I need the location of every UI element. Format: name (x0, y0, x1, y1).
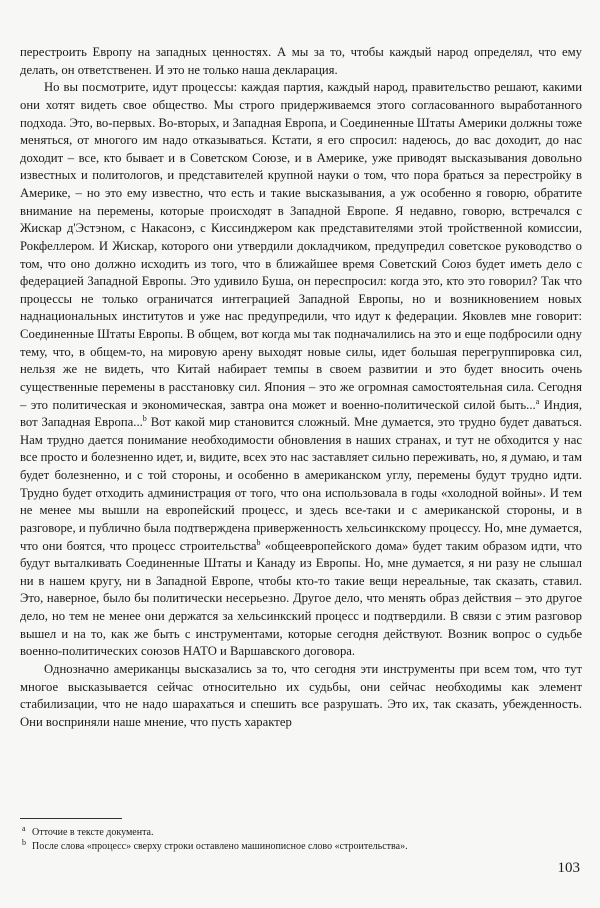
text-segment: «общеевропейского дома» будет таким образом идти, что будут выталкивать Соединенные Штаты и Канаду из Европы. Но, мне думается, я ни разу не слышал ни в нашем кругу, ни в Западной Европе, чтобы кто-то такие вещи нереальные, так сказать, ставил. Это, наверное, было бы политически несерьезно. Другое дело, что менять образ действия – это другое дело, но тем не менее они держатся за хельсинкский процесс и подтвердили. В связи с этим разговор вышел и на то, как же быть с инструментами, которые сегодня действуют. Возник вопрос о судьбе военно-политических союзов НАТО и Варшавского договора. (20, 538, 582, 659)
footnote (20, 840, 582, 854)
main-text (20, 44, 582, 731)
footnote-text: После слова «процесс» сверху строки оставлено машинописное слово «строительства». (32, 841, 408, 852)
text-segment: Индия, вот Западная Европа... (20, 397, 582, 430)
footnote-ref: b (142, 413, 147, 423)
paragraph (20, 661, 582, 732)
text-segment: Однозначно американцы высказались за то, что сегодня эти инструменты при всем том, что тут многое высказывается сейчас относительно их судьбы, они сейчас необходимы как элемент стабилизации, что не надо шарахаться и спешить все разрушать. Это их, так сказать, убежденность. Они восприняли наше мнение, что пусть характер (20, 661, 582, 729)
paragraph (20, 79, 582, 661)
footnote (20, 826, 582, 840)
footnote-ref: b (256, 537, 261, 547)
paragraph (20, 44, 582, 79)
footnotes (20, 826, 582, 854)
footnote-text: Отточие в тексте документа. (32, 827, 154, 838)
footnote-separator (20, 818, 122, 819)
footnote-ref: a (535, 396, 540, 406)
footnote-mark: a (22, 824, 26, 833)
page-number: 103 (557, 860, 580, 876)
text-segment: Вот какой мир становится сложный. Мне думается, это трудно будет даваться. Нам трудно дается понимание необходимости обновления в наших странах, и тут не обходится у нас все просто и болезненно идет, и, видите, всех это нас заставляет сильно переживать, но, я думаю, и там будет болезненно, и с той стороны, и особенно в американском углу, перемены будут трудно идти. Трудно будет отходить администрация от того, что она использовала в годы «холодной войны». И тем не менее мы вышли на европейский процесс, и здесь все-таки и с американской стороны, и в разговоре, и публично была подтверждена приверженность хельсинкскому процессу. Но, мне думается, что они боятся, что процесс строительства (20, 415, 582, 553)
text-segment: перестроить Европу на западных ценностях. А мы за то, чтобы каждый народ определял, что ему делать, он ответственен. И это не только наша декларация. (20, 45, 582, 77)
footnote-mark: b (22, 838, 26, 847)
text-segment: Но вы посмотрите, идут процессы: каждая партия, каждый народ, правительство решают, какими они хотят видеть свое общество. Мы строго придерживаемся этого согласованного выработанного подхода. Это, во-первых. Во-вторых, и Западная Европа, и Соединенные Штаты Америки должны тоже меняться, от многого им надо отказываться. Кстати, я его спросил: надеюсь, до вас доходит, до нас доходит – все, кто бывает и в Советском Союзе, и в Америке, уже приводят высказывания довольно известных и политологов, и представителей крупной науки о том, что пора браться за перестройку в Америке, – но это ему известно, что есть и такие высказывания, а уж особенно я говорю, обратите внимание на перемены, которые происходят в Западной Европе. Я недавно, говорю, встречался с Жискар д'Эстэном, с Накасонэ, с Киссинджером как представителями этой тройственной комиссии, Рокфеллером. И Жискар, которого они утвердили докладчиком, предупредил советское руководство о том, что оно должно исходить из того, что в ближайшее время Советский Союз будет иметь дело с федерацией Западной Европы. Это удивило Буша, он переспросил: когда это, кто это говорил? Так что процессы не только ограничатся интеграцией Западной Европы, но и возникновением новых наднациональных институтов и уже нас предупредили, что идут к федерации. Яковлев мне говорит: Соединенные Штаты Европы. В общем, вот когда мы так подначалились на это и еще подбросили одну тему, что, в общем-то, на мировую арену выходят новые силы, идет большая перегруппировка сил, нельзя же не видеть, что Китай набирает темпы в своем развитии и это будет вносить очень существенные перемены в расстановку сил. Япония – это же огромная самостоятельная сила. Сегодня – это политическая и экономическая, завтра она может и военно-политической силой быть... (20, 80, 582, 412)
